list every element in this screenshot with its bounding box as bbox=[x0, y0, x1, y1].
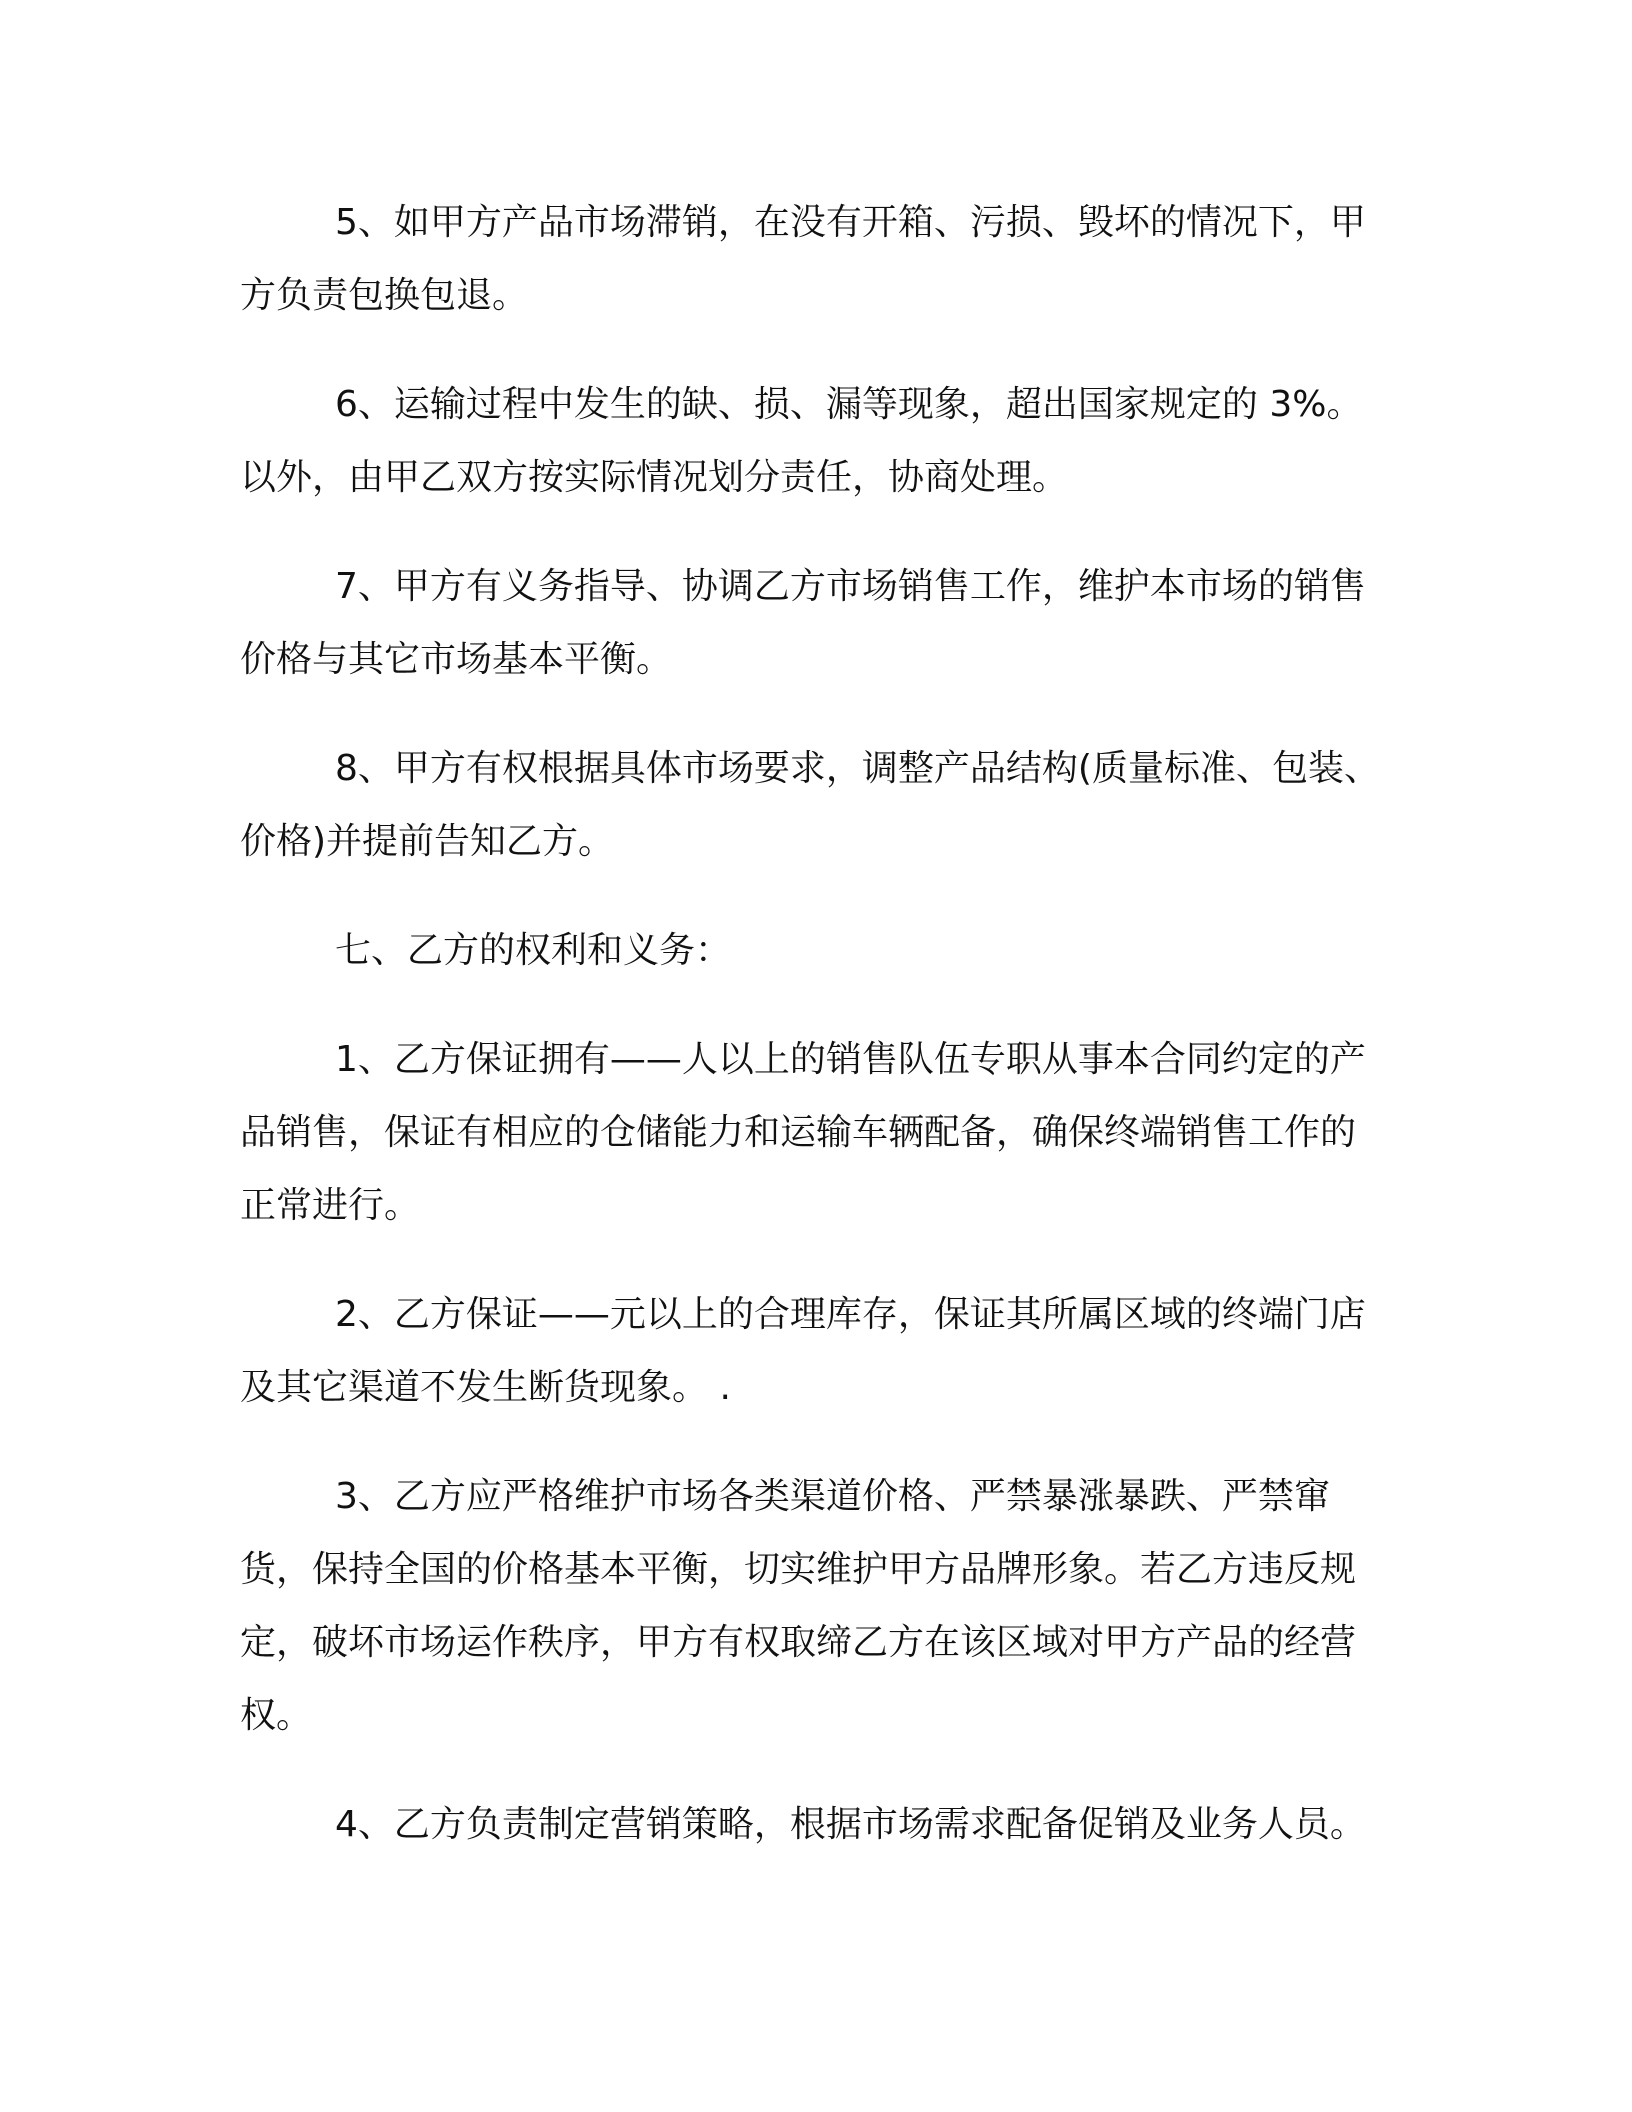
document-body bbox=[240, 186, 1390, 1897]
clause-8-paragraph: 8、甲方有权根据具体市场要求，调整产品结构(质量标准、包装、价格)并提前告知乙方。 bbox=[240, 748, 1380, 862]
section-heading-party-b-rights: 七、乙方的权利和义务： bbox=[335, 930, 732, 971]
party-b-clause-4-paragraph: 4、乙方负责制定营销策略，根据市场需求配备促销及业务人员。 bbox=[335, 1804, 1366, 1845]
party-b-clause-2-paragraph: 2、乙方保证——元以上的合理库存，保证其所属区域的终端门店及其它渠道不发生断货现象。 . bbox=[240, 1294, 1366, 1408]
party-b-clause-3-paragraph: 3、乙方应严格维护市场各类渠道价格、严禁暴涨暴跌、严禁窜货，保持全国的价格基本平衡，切实维护甲方品牌形象。若乙方违反规定，破坏市场运作秩序，甲方有权取缔乙方在该区域对甲方产品的经营权。 bbox=[240, 1476, 1357, 1736]
party-b-clause-1-paragraph: 1、乙方保证拥有——人以上的销售队伍专职从事本合同约定的产品销售，保证有相应的仓储能力和运输车辆配备，确保终端销售工作的正常进行。 bbox=[240, 1039, 1366, 1226]
clause-6-paragraph: 6、运输过程中发生的缺、损、漏等现象，超出国家规定的 3%。以外，由甲乙双方按实际情况划分责任，协商处理。 bbox=[240, 384, 1363, 498]
clause-5-paragraph: 5、如甲方产品市场滞销，在没有开箱、污损、毁坏的情况下，甲方负责包换包退。 bbox=[240, 202, 1366, 316]
clause-7-paragraph: 7、甲方有义务指导、协调乙方市场销售工作，维护本市场的销售价格与其它市场基本平衡。 bbox=[240, 566, 1366, 680]
